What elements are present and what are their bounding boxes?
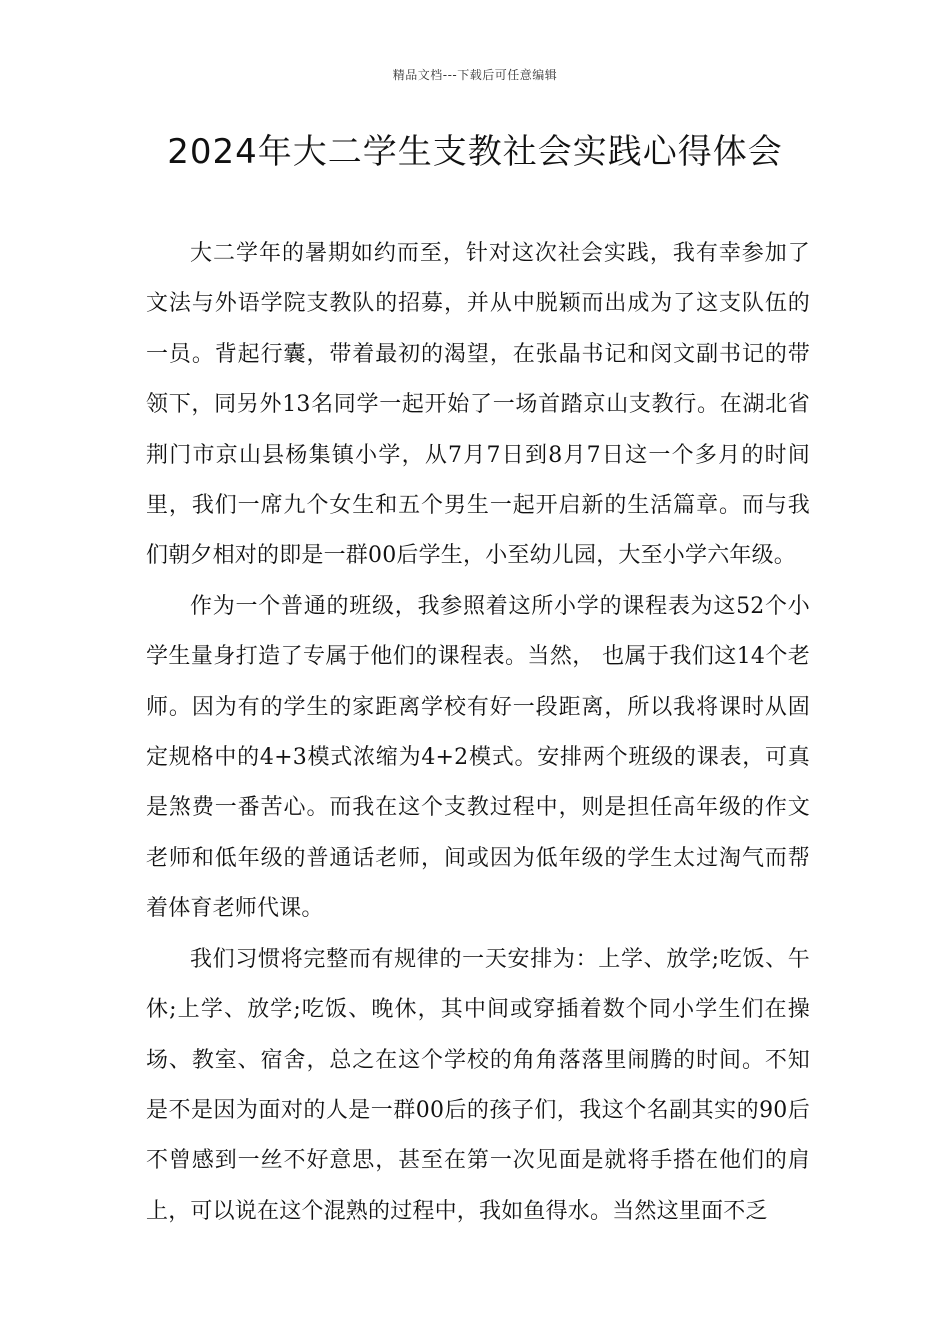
document-title: 2024年大二学生支教社会实践心得体会 <box>167 132 783 172</box>
paragraph: 我们习惯将完整而有规律的一天安排为：上学、放学;吃饭、午休;上学、放学;吃饭、晚休，其中间或穿插着数个同小学生们在操场、教室、宿舍，总之在这个学校的角角落落里闹腾的时间。不知是不是因为面对的人是一群00后的孩子们，我这个名副其实的90后不曾感到一丝不好意思，甚至在第一次见面是就将手搭在他们的肩上，可以说在这个混熟的过程中，我如鱼得水。当然这里面不乏 <box>146 946 810 1224</box>
document-body <box>146 229 810 1237</box>
paragraph: 大二学年的暑期如约而至，针对这次社会实践，我有幸参加了文法与外语学院支教队的招募，并从中脱颖而出成为了这支队伍的一员。背起行囊，带着最初的渴望，在张晶书记和闵文副书记的带领下，同另外13名同学一起开始了一场首踏京山支教行。在湖北省荆门市京山县杨集镇小学，从7月7日到8月7日这一个多月的时间里，我们一席九个女生和五个男生一起开启新的生活篇章。而与我们朝夕相对的即是一群00后学生，小至幼儿园，大至小学六年级。 <box>146 241 810 569</box>
header-note: 精品文档---下载后可任意编辑 <box>392 68 558 82</box>
paragraph: 作为一个普通的班级，我参照着这所小学的课程表为这52个小学生量身打造了专属于他们的课程表。当然， 也属于我们这14个老师。因为有的学生的家距离学校有好一段距离，所以我将课时从固定规格中的4+3模式浓缩为4+2模式。安排两个班级的课表，可真是煞费一番苦心。而我在这个支教过程中，则是担任高年级的作文老师和低年级的普通话老师，间或因为低年级的学生太过淘气而帮着体育老师代课。 <box>146 593 810 922</box>
